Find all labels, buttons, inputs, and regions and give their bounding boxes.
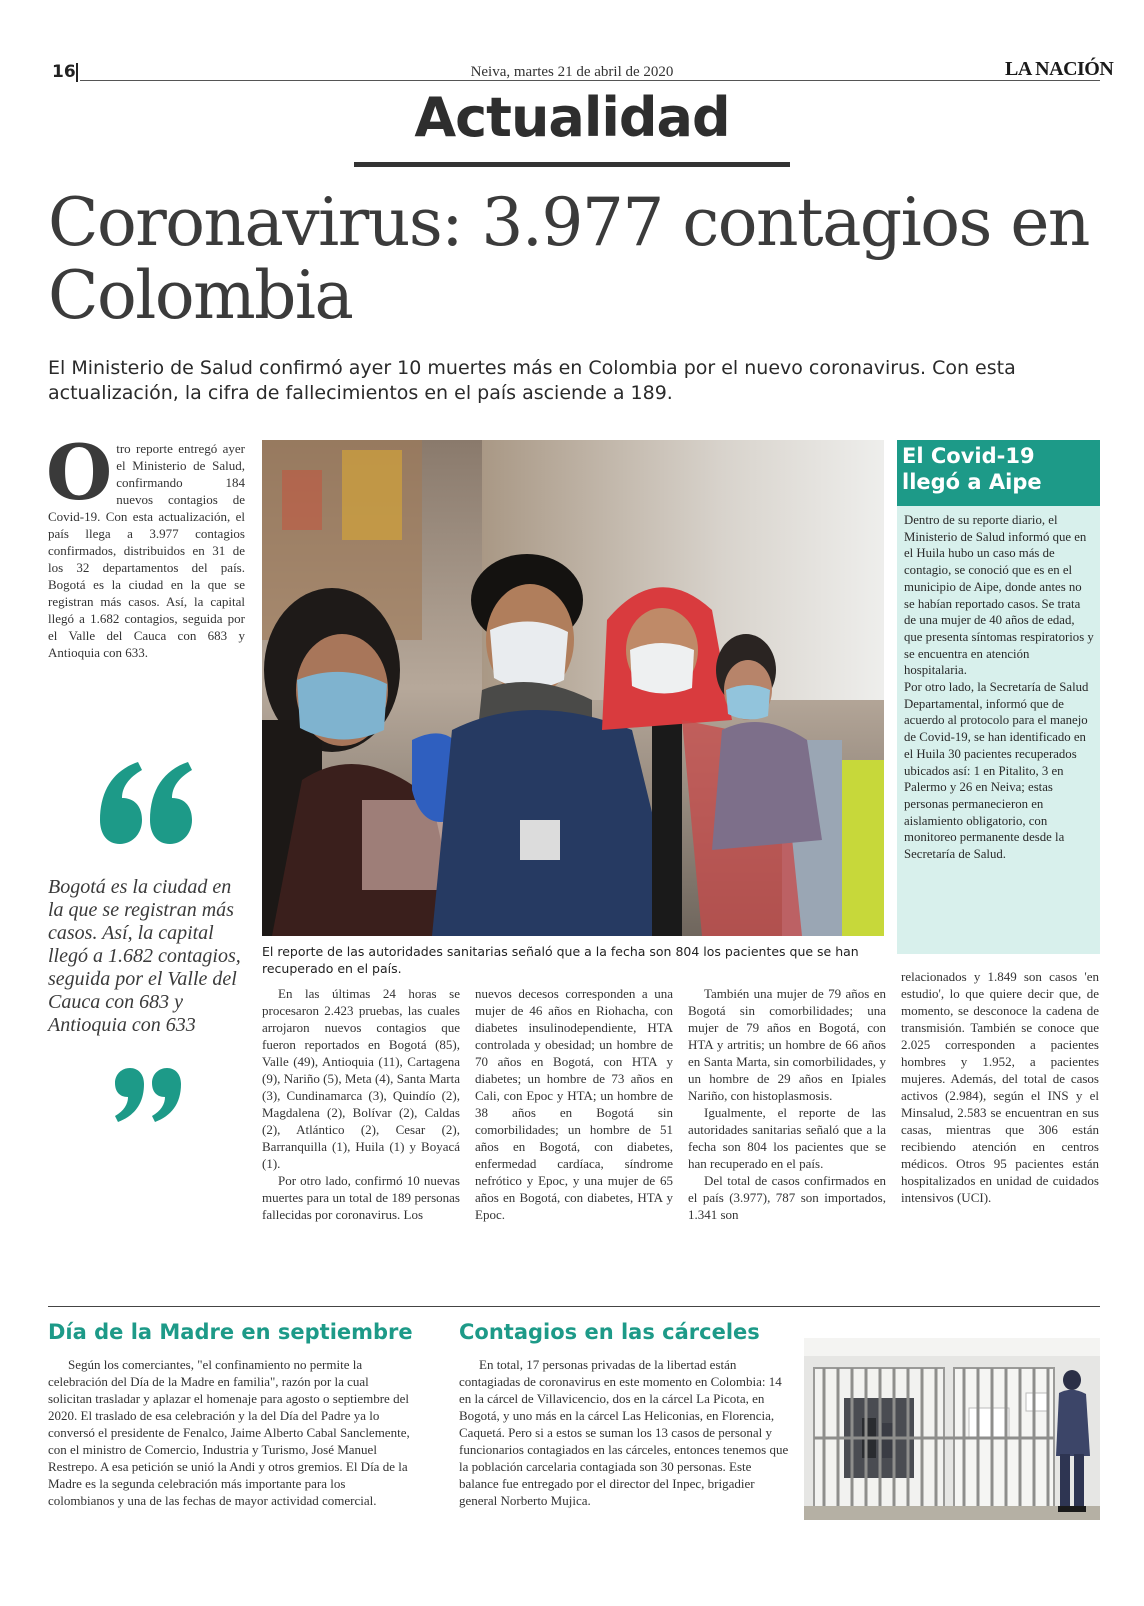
story-paragraph: Según los comerciantes, "el confinamiento no permite la celebración del Día de la Madre en familia", razón por la cual solicitan trasladar y aplazar el homenaje para agosto o septiembre del 2020. El traslado de esa celebración y la del Día del Padre ya lo conversó el presidente de Fenalco, Jaime Alberto Cabal Sanclemente, con el ministro de Comercio, Industria y Turismo, José Manuel Restrepo. A esa petición se unió la Andi y otros gremios. El Día de la Madre es la segunda celebración más importante para los colombianos y una de las fechas de mayor actividad comercial. <box>48 1357 410 1508</box>
main-photo <box>262 440 884 936</box>
section-divider <box>48 1306 1100 1307</box>
body-paragraph: Por otro lado, confirmó 10 nuevas muertes para un total de 189 personas fallecidas por coronavirus. Los <box>262 1173 460 1222</box>
body-column-2 <box>475 985 673 1223</box>
body-paragraph: Igualmente, el reporte de las autoridades sanitarias señaló que a la fecha son 804 los pacientes que se han recuperado en el país. <box>688 1105 886 1171</box>
story-title-carceles: Contagios en las cárceles <box>459 1320 760 1344</box>
close-quote-icon <box>112 1066 184 1124</box>
headline: Coronavirus: 3.977 contagios en Colombia <box>48 184 1089 334</box>
body-column-3 <box>688 985 886 1223</box>
body-paragraph: También una mujer de 79 años en Bogotá sin comorbilidades; una mujer de 79 años en Bogotá, con HTA y artritis; un hombre de 66 años en Santa Marta, sin comorbilidades, y un hombre de 29 años en Ipiales Nariño, con histoplasmosis. <box>688 986 886 1103</box>
story-body-carceles <box>459 1356 789 1509</box>
lead-paragraph: El Ministerio de Salud confirmó ayer 10 muertes más en Colombia por el nuevo coronavirus. Con esta actualización, la cifra de fallecimientos en el país asciende a 189. <box>48 357 1016 404</box>
issue-date: Neiva, martes 21 de abril de 2020 <box>470 64 674 80</box>
body-column-4 <box>901 968 1099 1206</box>
sidebar-paragraph: Por otro lado, la Secretaría de Salud Departamental, informó que de acuerdo al protocolo para el manejo de Covid-19, se han identificado en el Huila 30 pacientes recuperados ubicados así: 1 en Pitalito, 3 en Palermo y 26 en Neiva; estas personas permanecieron en aislamiento obligatorio, con monitoreo permanente desde la Secretaría de Salud. <box>904 680 1089 862</box>
photo-caption: El reporte de las autoridades sanitarias señaló que a la fecha son 804 los pacientes que se han recuperado en el país. <box>262 944 859 976</box>
masthead-logo: LA NACIÓN <box>1005 58 1114 80</box>
body-column-1 <box>262 985 460 1223</box>
drop-cap: O <box>46 428 113 517</box>
body-paragraph: relacionados y 1.849 son casos 'en estudio', lo que quiere decir que, de momento, se desconoce la cadena de transmisión. También se conoce que 2.025 corresponden a pacientes hombres y 1.952, a pacientes mujeres. Además, del total de casos activos (2.984), según el INS y el Minsalud, 2.583 se encuentran en sus casas, mientras que 306 están recibiendo atención en centros médicos. Otros 95 pacientes están hospitalizados en unidad de cuidados intensivos (UCI). <box>901 969 1099 1205</box>
story-title-madre: Día de la Madre en septiembre <box>48 1320 413 1344</box>
story-paragraph: En total, 17 personas privadas de la libertad están contagiadas de coronavirus en este momento en Colombia: 14 en la cárcel de Villavicencio, dos en la cárcel La Picota, en Bogotá, y uno más en la cárcel Las Heliconias, en Florencia, Caquetá. Pero si a estos se suman los 13 casos de personal y funcionarios contagiados en las cárceles, entonces tenemos que la población carcelaria contagiada son 30 personas. Este balance fue entregado por el director del Inpec, brigadier general Norberto Mujica. <box>459 1357 789 1508</box>
sidebar-paragraph: Dentro de su reporte diario, el Ministerio de Salud informó que en el Huila hubo un caso más de contagio, se conoció que es en el municipio de Aipe, donde antes no se habían reportado casos. Se trata de una mujer de 40 años de edad, que presenta síntomas respiratorios y se encuentra en atención hospitalaria. <box>904 513 1094 678</box>
header-rule <box>80 80 1100 81</box>
sidebar-title: El Covid-19 llegó a Aipe <box>902 444 1042 494</box>
sidebar-body <box>904 512 1094 863</box>
open-quote-icon <box>92 760 202 850</box>
pull-quote: Bogotá es la ciudad en la que se registran más casos. Así, la capital llegó a 1.682 contagios, seguida por el Valle del Cauca con 683 y Antioquia con 633 <box>48 876 241 1036</box>
body-paragraph: Del total de casos confirmados en el país (3.977), 787 son importados, 1.341 son <box>688 1173 886 1222</box>
page-number: 16 <box>52 62 76 82</box>
story-body-madre <box>48 1356 414 1509</box>
body-paragraph: En las últimas 24 horas se procesaron 2.423 pruebas, las cuales arrojaron nuevos contagios que fueron reportados en Bogotá (85), Valle (49), Antioquia (11), Cartagena (9), Nariño (5), Meta (4), Santa Marta (3), Cundinamarca (3), Quindío (2), Magdalena (2), Bolívar (2), Caldas (2), Atlántico (2), Cesar (2), Barranquilla (1), Huila (1) y Boyacá (1). <box>262 986 460 1171</box>
section-rule <box>354 162 790 167</box>
intro-paragraph <box>46 428 245 661</box>
section-title: Actualidad <box>414 86 730 149</box>
intro-text: tro reporte entregó ayer el Ministerio de Salud, confirmando 184 nuevos contagios de Covid-19. Con esta actualización, el país llega a 3.977 contagios confirmados, distribuidos en 31 de los 32 departamentos del país. Bogotá es la ciudad en la que se registran más casos. Así, la capital llegó a 1.682 contagios, seguida por el Valle del Cauca con 683 y Antioquia con 633. <box>48 441 245 660</box>
body-paragraph: nuevos decesos corresponden a una mujer de 46 años en Riohacha, con diabetes insulinodependiente, HTA controlada y obesidad; un hombre de 70 años en Bogotá, con HTA y diabetes; un hombre de 73 años en Cali, con Epoc y HTA; un hombre de 38 años en Bogotá sin comorbilidades; un hombre de 51 años en Bogotá, con diabetes, enfermedad cardíaca, síndrome nefrótico y Epoc, y una mujer de 65 años en Bogotá, con diabetes, HTA y Epoc. <box>475 986 673 1222</box>
prison-photo <box>804 1338 1100 1520</box>
